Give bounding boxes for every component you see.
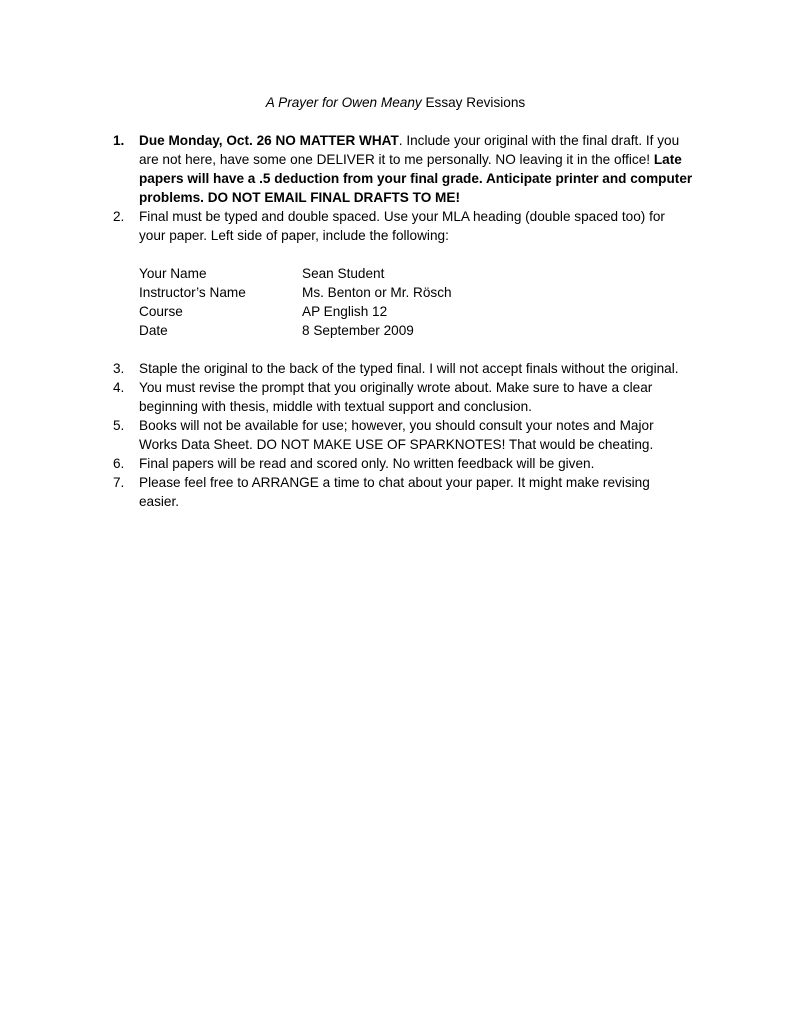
list-item-4 <box>113 378 693 416</box>
late-penalty-text: Late papers will have a .5 deduction from your final grade. Anticipate printer and computer problems. DO NOT EMAIL FINAL DRAFTS TO ME! <box>139 152 693 205</box>
heading-label: Course <box>139 304 183 319</box>
heading-value: 8 September 2009 <box>302 323 414 338</box>
heading-row <box>139 264 693 283</box>
list-item-7 <box>113 473 693 511</box>
list-item-text: You must revise the prompt that you originally wrote about. Make sure to have a clear beginning with thesis, middle with textual support and conclusion. <box>139 380 653 414</box>
list-item-text: Books will not be available for use; however, you should consult your notes and Major Works Data Sheet. DO NOT MAKE USE OF SPARKNOTES! That would be cheating. <box>139 418 654 452</box>
heading-label: Date <box>139 323 168 338</box>
list-item-text: Staple the original to the back of the typed final. I will not accept finals without the original. <box>139 361 679 376</box>
instructions-list <box>113 131 693 511</box>
list-item-3 <box>113 359 693 378</box>
list-item-2 <box>113 207 693 245</box>
due-date-text: Due Monday, Oct. 26 NO MATTER WHAT <box>139 133 399 148</box>
list-item-text: Final must be typed and double spaced. Use your MLA heading (double spaced too) for your paper. Left side of paper, include the following: <box>139 209 665 243</box>
list-number: 2. <box>113 209 125 224</box>
list-number: 6. <box>113 456 125 471</box>
list-item-1 <box>113 131 693 207</box>
book-title: A Prayer for Owen Meany <box>265 95 422 110</box>
heading-label: Your Name <box>139 266 207 281</box>
list-number: 4. <box>113 380 125 395</box>
document-title <box>0 93 791 112</box>
heading-row <box>139 321 693 340</box>
list-item-text: Final papers will be read and scored only. No written feedback will be given. <box>139 456 595 471</box>
title-suffix: Essay Revisions <box>421 95 526 110</box>
submission-text: . Include your original with the final draft. If you are not here, have some one DELIVER it to me personally. NO leaving it in the office! <box>139 133 680 167</box>
heading-label: Instructor’s Name <box>139 285 246 300</box>
list-number: 3. <box>113 361 125 376</box>
list-number: 1. <box>113 133 125 148</box>
list-item-6 <box>113 454 693 473</box>
list-item-text: Please feel free to ARRANGE a time to chat about your paper. It might make revising easier. <box>139 475 650 509</box>
mla-heading-example <box>139 264 693 340</box>
heading-value: AP English 12 <box>302 304 388 319</box>
heading-row <box>139 283 693 302</box>
heading-value: Sean Student <box>302 266 385 281</box>
list-number: 7. <box>113 475 125 490</box>
list-item-5 <box>113 416 693 454</box>
list-number: 5. <box>113 418 125 433</box>
heading-row <box>139 302 693 321</box>
heading-value: Ms. Benton or Mr. Rösch <box>302 285 452 300</box>
